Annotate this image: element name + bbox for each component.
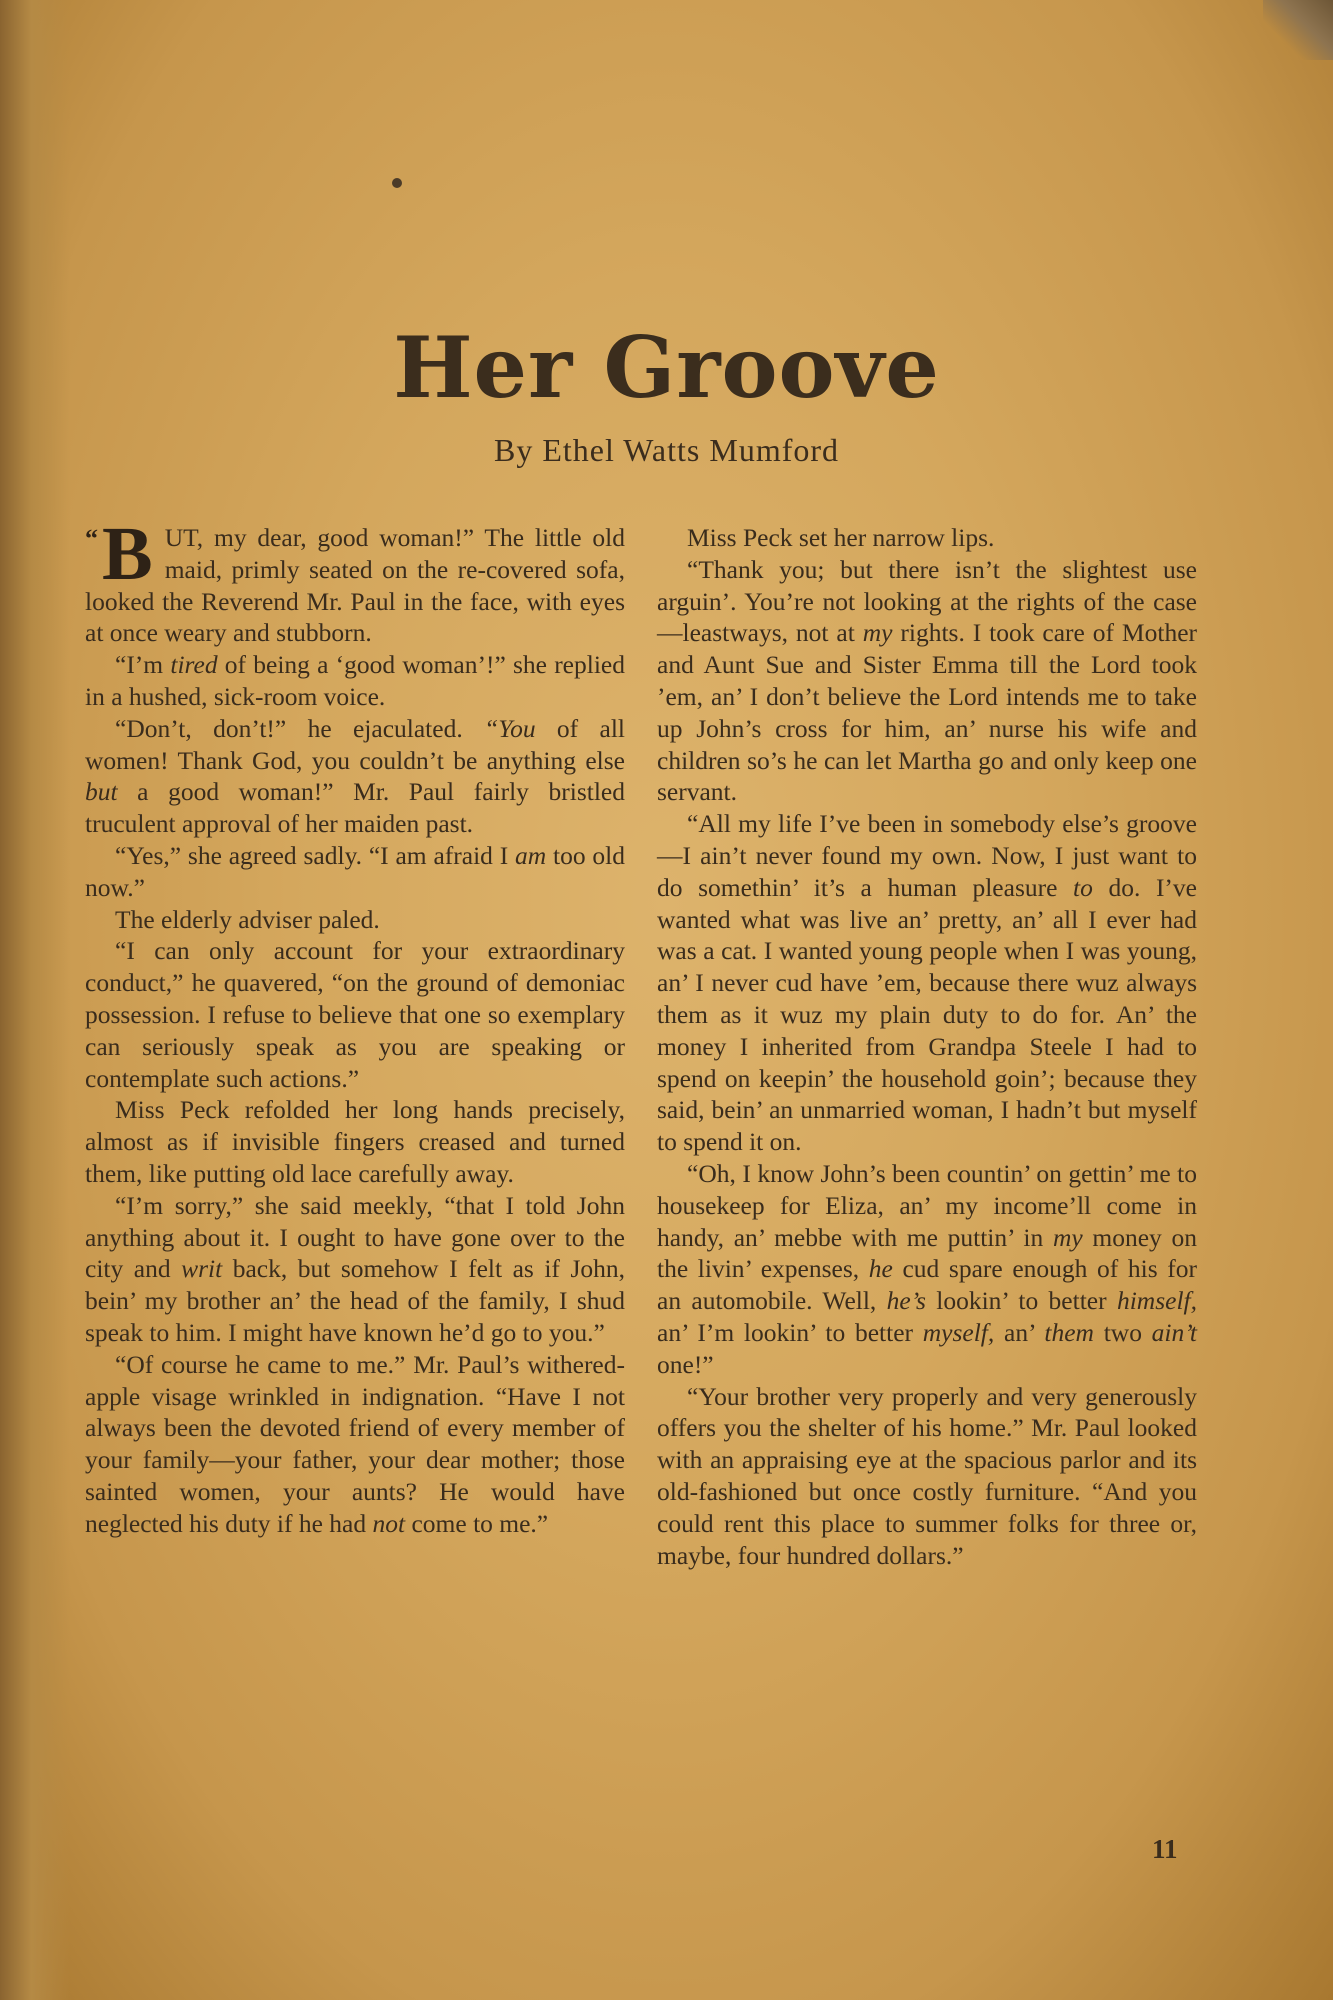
- paragraph: “I’m sorry,” she said meekly, “that I told John anything about it. I ought to have gone over to the city and writ back, but somehow I felt as if John, bein’ my brother an’ the head of the family, I shud speak to him. I might have known he’d go to you.”: [85, 1190, 625, 1347]
- story-title: Her Groove: [393, 318, 940, 417]
- paragraph: The elderly adviser paled.: [115, 904, 380, 934]
- drop-cap: “B: [85, 512, 153, 596]
- paragraph: “Of course he came to me.” Mr. Paul’s withered-apple visage wrinkled in indignation. “Have I not always been the devoted friend of every member of your family—your father, your dear mother; those sainted women, your aunts? He would have neglected his duty if he had not come to me.”: [85, 1349, 625, 1538]
- story-byline: By Ethel Watts Mumford: [493, 432, 840, 468]
- page-corner-fold: [1263, 0, 1333, 60]
- paragraph: “Yes,” she agreed sadly. “I am afraid I am too old now.”: [85, 840, 626, 902]
- paragraph: “All my life I’ve been in somebody else’s groove—I ain’t never found my own. Now, I just want to do somethin’ it’s a human pleasure to do. I’ve wanted what was live an’ pretty, an’ all I ever had was a cat. I wanted young people when I was young, an’ I never cud have ’em, because there wuz always them as it wuz my plain duty to do for. An’ the money I inherited from Grandpa Steele I had to spend on keepin’ the household goin’; because they said, bein’ an unmarried woman, I hadn’t but myself to spend it on.: [657, 809, 1197, 1157]
- paragraph: “I can only account for your extraordinary conduct,” he quavered, “on the ground of demoniac possession. I refuse to believe that one so exemplary can seriously speak as you are speaking or contemplate such actions.”: [85, 936, 625, 1093]
- paragraph: “Don’t, don’t!” he ejaculated. “You of all women! Thank God, you couldn’t be anything else but a good woman!” Mr. Paul fairly bristled truculent approval of her maiden past.: [85, 713, 626, 839]
- left-column: [85, 512, 626, 1540]
- paragraph: “Oh, I know John’s been countin’ on gettin’ me to housekeep for Eliza, an’ my income’ll come in handy, an’ mebbe with me puttin’ in my money on the livin’ expenses, he cud spare enough of his for an automobile. Well, he’s lookin’ to better himself, an’ I’m lookin’ to better myself, an’ them two ain’t one!”: [657, 1158, 1198, 1379]
- paragraph: Miss Peck refolded her long hands precisely, almost as if invisible fingers creased and turned them, like putting old lace carefully away.: [85, 1095, 625, 1188]
- paragraph: Miss Peck set her narrow lips.: [687, 523, 995, 552]
- paragraph: “Thank you; but there isn’t the slightest use arguin’. You’re not looking at the rights of the case—leastways, not at my rights. I took care of Mother and Aunt Sue and Sister Emma till the Lord took ’em, an’ I don’t believe the Lord intends me to take up John’s cross for him, an’ nurse his wife and children so’s he can let Martha go and only keep one servant.: [657, 554, 1198, 807]
- ink-speck: [392, 178, 402, 188]
- page-spine-shadow: [0, 0, 70, 2000]
- page-number: 11: [1152, 1834, 1178, 1864]
- paragraph: “Your brother very properly and very generously offers you the shelter of his home.” Mr. Paul looked with an appraising eye at the spacious parlor and its old-fashioned but once costly furniture. “And you could rent this place to summer folks for three or, maybe, four hundred dollars.”: [657, 1381, 1197, 1570]
- paragraph: “B UT, my dear, good woman!” The little old maid, primly seated on the re-covered sofa, looked the Reverend Mr. Paul in the face, with eyes at once weary and stubborn.: [85, 512, 625, 648]
- paragraph: “I’m tired of being a ‘good woman’!” she replied in a hushed, sick-room voice.: [85, 650, 625, 711]
- right-column: [657, 522, 1197, 1571]
